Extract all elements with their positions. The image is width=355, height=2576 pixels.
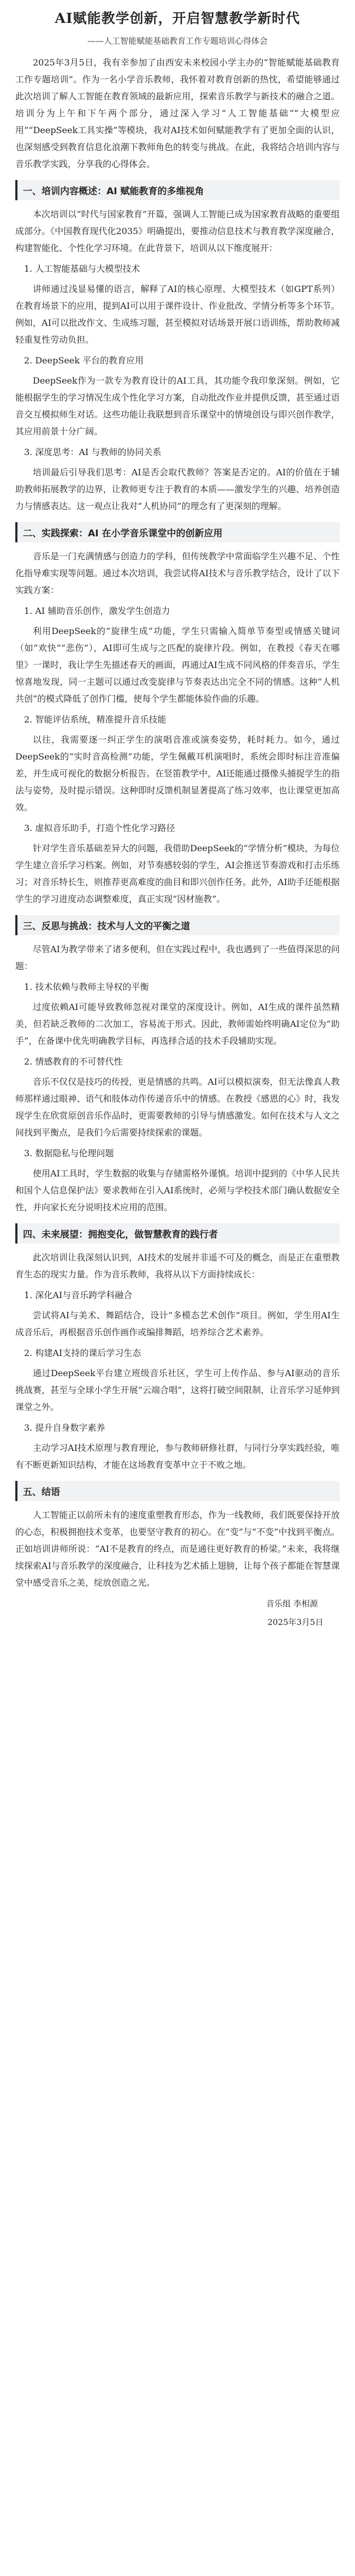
section-heading: 五、结语 — [15, 1481, 340, 1501]
signature: 音乐组 李相源 — [266, 1599, 318, 1609]
paragraph: 音乐不仅仅是技巧的传授，更是情感的共鸣。AI可以模拟演奏，但无法像真人教师那样通过眼神、语气和肢体动作传递音乐中的情感。在教授《感恩的心》时，我发现学生在欣赏原创音乐作品时，更需要教师的引导与情感激发。如何在技术与人文之间找到平衡点，是我们今后需要持续探索的课题。 — [15, 1077, 340, 1138]
subsection-heading: 1. AI 辅助音乐创作，激发学生创造力 — [24, 606, 170, 616]
section-heading: 三、反思与挑战：技术与人文的平衡之道 — [15, 915, 340, 935]
section-heading: 一、培训内容概述：AI 赋能教育的多维视角 — [15, 180, 340, 200]
paragraph: 利用DeepSeek的“旋律生成”功能，学生只需输入简单节奏型或情感关键词（如“欢快”“悲伤”），AI即可生成与之匹配的旋律片段。例如，在教授《春天在哪里》一课时，我让学生先描述春天的画面，再通过AI生成不同风格的伴奏音乐，学生惊喜地发现，同一主题可以通过改变旋律与节奏表达出完全不同的情感。这种“人机共创”的模式降低了创作门槛，使每个学生都能体验作曲的乐趣。 — [15, 626, 340, 704]
paragraph: 尽管AI为教学带来了诸多便利，但在实践过程中，我也遇到了一些值得深思的问题： — [15, 944, 340, 971]
subsection-heading: 2. 情感教育的不可替代性 — [24, 1056, 123, 1067]
paragraph: 本次培训以“时代与国家教育”开篇，强调人工智能已成为国家教育战略的重要组成部分。《中国教育现代化2035》明确提出，要推动信息技术与教育教学深度融合，构建智能化、个性化学习环境。在此背景下，培训从以下维度展开： — [15, 209, 340, 253]
subsection-heading: 2. 构建AI支持的课后学习生态 — [24, 1348, 141, 1358]
paragraph: 讲师通过浅显易懂的语言，解释了AI的核心原理、大模型技术（如GPT系列）在教育场景下的应用，提到AI可以用于课件设计、作业批改、学情分析等多个环节。例如，AI可以批改作文、生成练习题，甚至模拟对话场景开展口语训练，帮助教师减轻重复性劳动负担。 — [15, 284, 340, 345]
subsection-heading: 1. 人工智能基础与大模型技术 — [24, 264, 140, 274]
subsection-heading: 3. 数据隐私与伦理问题 — [24, 1148, 114, 1158]
subsection-heading: 3. 深度思考：AI 与教师的协同关系 — [24, 447, 162, 457]
date: 2025年3月5日 — [267, 1617, 323, 1627]
subsection-heading: 2. 智能评估系统，精准提升音乐技能 — [24, 714, 167, 725]
paragraph: 过度依赖AI可能导致教师忽视对课堂的深度设计。例如，AI生成的课件虽然精美，但若缺乏教师的二次加工，容易流于形式。因此，教师需始终明确AI定位为“助手”，在备课中优先明确教学目标，再选择合适的技术手段辅助实现。 — [15, 1002, 340, 1046]
intro-paragraph: 2025年3月5日，我有幸参加了由西安未来校园小学主办的“智能赋能基础教育工作专题培训”。作为一名小学音乐教师，我怀着对教育创新的热忱，希望能够通过此次培训了解人工智能在教育领域的最新应用，探索音乐教学与新技术的融合之道。培训分为上午和下午两个部分，通过深入学习“人工智能基础”“大模型应用”“DeepSeek工具实操”等模块，我对AI技术如何赋能教学有了更加全面的认识，也深刻感受到教育信息化浪潮下教师角色的转变与挑战。在此，我将结合培训内容与音乐教学实践，分享我的心得体会。 — [15, 57, 340, 169]
paragraph: 培训最后引导我们思考：AI是否会取代教师？答案是否定的。AI的价值在于辅助教师拓展教学的边界，让教师更专注于教育的本质——激发学生的兴趣、培养创造力与情感表达。这一观点让我对“人机协同”的理念有了更深刻的理解。 — [15, 467, 340, 511]
subsection-heading: 3. 虚拟音乐助手，打造个性化学习路径 — [24, 823, 175, 833]
subsection-heading: 3. 提升自身数字素养 — [24, 1423, 105, 1433]
subsection-heading: 2. DeepSeek 平台的教育应用 — [24, 355, 144, 366]
article-title: AI赋能教学创新，开启智慧教学新时代 — [55, 10, 300, 26]
paragraph: 针对学生音乐基础差异大的问题，我借助DeepSeek的“学情分析”模块，为每位学生建立音乐学习档案。例如，对节奏感较弱的学生，AI会推送节奏游戏和打击乐练习；对音乐特长生，则推荐更高难度的曲目和即兴创作任务。此外，AI助手还能根据学生的学习进度动态调整难度，真正实现“因材施教”。 — [15, 843, 340, 904]
paragraph: 主动学习AI技术原理与教育理论，参与教师研修社群，与同行分享实践经验，唯有不断更新知识结构，才能在这场教育变革中立于不败之地。 — [15, 1443, 340, 1470]
subsection-heading: 1. 技术依赖与教师主导权的平衡 — [24, 982, 149, 992]
sections — [15, 180, 340, 1591]
paragraph: 通过DeepSeek平台建立班级音乐社区，学生可上传作品、参与AI驱动的音乐挑战赛，甚至与全球小学生开展“云端合唱”，这将打破空间限制，让音乐学习延伸到课堂之外。 — [15, 1368, 340, 1412]
section-heading: 四、未来展望：拥抱变化，做智慧教育的践行者 — [15, 1223, 340, 1244]
article-subtitle: ——人工智能赋能基础教育工作专题培训心得体会 — [87, 36, 268, 46]
paragraph: 尝试将AI与美术、舞蹈结合，设计“多模态艺术创作”项目。例如，学生用AI生成音乐后，再根据音乐创作画作或编排舞蹈，培养综合艺术素养。 — [15, 1310, 340, 1337]
paragraph: 使用AI工具时，学生数据的收集与存储需格外谨慎。培训中提到的《中华人民共和国个人信息保护法》要求教师在引入AI系统时，必须与学校技术部门确认数据安全性，并向家长充分说明技术应用的范围。 — [15, 1168, 340, 1212]
intro — [15, 54, 340, 172]
section-heading: 二、实践探索：AI 在小学音乐课堂中的创新应用 — [15, 522, 340, 542]
paragraph: 音乐是一门充满情感与创造力的学科，但传统教学中常面临学生兴趣不足、个性化指导难实现等问题。通过本次培训，我尝试将AI技术与音乐教学结合，设计了以下实践方案： — [15, 551, 340, 595]
paragraph: 人工智能正以前所未有的速度重塑教育形态，作为一线教师，我们既要保持开放的心态，积极拥抱技术变革，也要坚守教育的初心。在“变”与“不变”中找到平衡点。正如培训讲师所说：“AI不是教育的终点，而是通往更好教育的桥梁。”未来，我将继续探索AI与音乐教学的深度融合，让科技为艺术插上翅膀，让每个孩子都能在智慧课堂中感受音乐之美，绽放创造之光。 — [15, 1510, 340, 1588]
paragraph: 此次培训让我深刻认识到，AI技术的发展并非遥不可及的概念，而是正在重塑教育生态的现实力量。作为音乐教师，我将从以下方面持续成长： — [15, 1252, 340, 1280]
paragraph: DeepSeek作为一款专为教育设计的AI工具，其功能令我印象深刻。例如，它能根据学生的学习情况生成个性化学习方案，自动批改作业并提供反馈，甚至通过语音交互模拟师生对话。这些功能让我联想到音乐课堂中的情境创设与即兴创作教学，其应用前景十分广阔。 — [15, 375, 340, 437]
subsection-heading: 1. 深化AI与音乐跨学科融合 — [24, 1290, 133, 1300]
paragraph: 以往，我需要逐一纠正学生的演唱音准或演奏姿势，耗时耗力。如今，通过DeepSeek的“实时音高检测”功能，学生佩戴耳机演唱时，系统会即时标注音准偏差，并生成可视化的数据分析报告。在竖笛教学中，AI还能通过摄像头捕捉学生的指法与姿势，及时提示错误。这种即时反馈机制显著提高了练习效率，也让课堂更加高效。 — [15, 734, 340, 812]
